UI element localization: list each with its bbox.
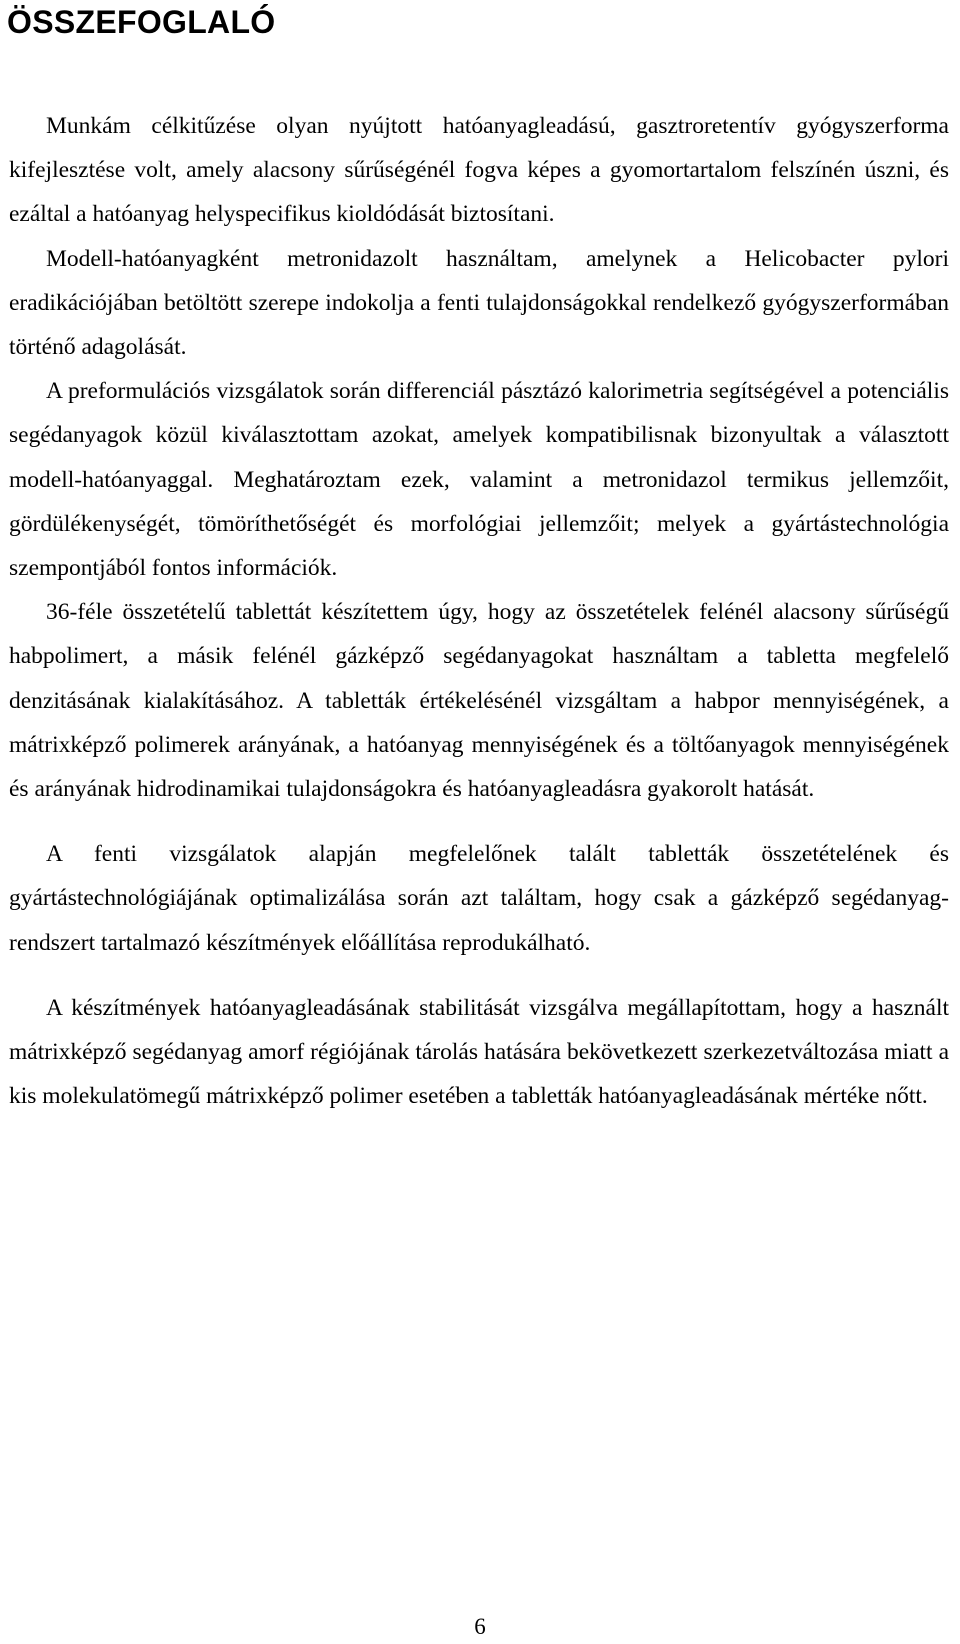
summary-body <box>9 104 949 1118</box>
paragraph-preformulation: A preformulációs vizsgálatok során differenciál pásztázó kalorimetria segítségével a potenciális segédanyagok közül kiválasztottam azokat, amelyek kompatibilisnak bizonyultak a választott modell-hatóanyaggal. Meghatároztam ezek, valamint a metronidazol termikus jellemzőit, gördülékenységét, tömöríthetőségét és morfológiai jellemzőit; melyek a gyártástechnológia szempontjából fontos információk. <box>9 378 949 582</box>
page-title: ÖSSZEFOGLALÓ <box>7 4 276 40</box>
page-number: 6 <box>474 1614 486 1639</box>
paragraph-optimization: A fenti vizsgálatok alapján megfelelőnek talált tabletták összetételének és gyártástechnológiájának optimalizálása során azt találtam, hogy csak a gázképző segédanyag-rendszert tartalmazó készítmények előállítása reprodukálható. <box>9 841 949 956</box>
paragraph-stability: A készítmények hatóanyagleadásának stabilitását vizsgálva megállapítottam, hogy a használt mátrixképző segédanyag amorf régiójának tárolás hatására bekövetkezett szerkezetváltozása miatt a kis molekulatömegű mátrixképző polimer esetében a tabletták hatóanyagleadásának mértéke nőtt. <box>9 994 949 1110</box>
paragraph-tablet-compositions: 36-féle összetételű tablettát készítettem úgy, hogy az összetételek felénél alacsony sűrűségű habpolimert, a másik felénél gázképző segédanyagokat használtam a tabletta megfelelő denzitásának kialakításához. A tabletták értékelésénél vizsgáltam a habpor mennyiségének, a mátrixképző polimerek arányának, a hatóanyag mennyiségének és a töltőanyagok mennyiségének és arányának hidrodinamikai tulajdonságokra és hatóanyagleadásra gyakorolt hatását. <box>9 599 949 803</box>
paragraph-model-drug: Modell-hatóanyagként metronidazolt használtam, amelynek a Helicobacter pylori eradikációjában betöltött szerepe indokolja a fenti tulajdonságokkal rendelkező gyógyszerformában történő adagolását. <box>9 245 949 361</box>
paragraph-objective: Munkám célkitűzése olyan nyújtott hatóanyagleadású, gasztroretentív gyógyszerforma kifejlesztése volt, amely alacsony sűrűségénél fogva képes a gyomortartalom felszínén úszni, és ezáltal a hatóanyag helyspecifikus kioldódását biztosítani. <box>9 113 949 228</box>
